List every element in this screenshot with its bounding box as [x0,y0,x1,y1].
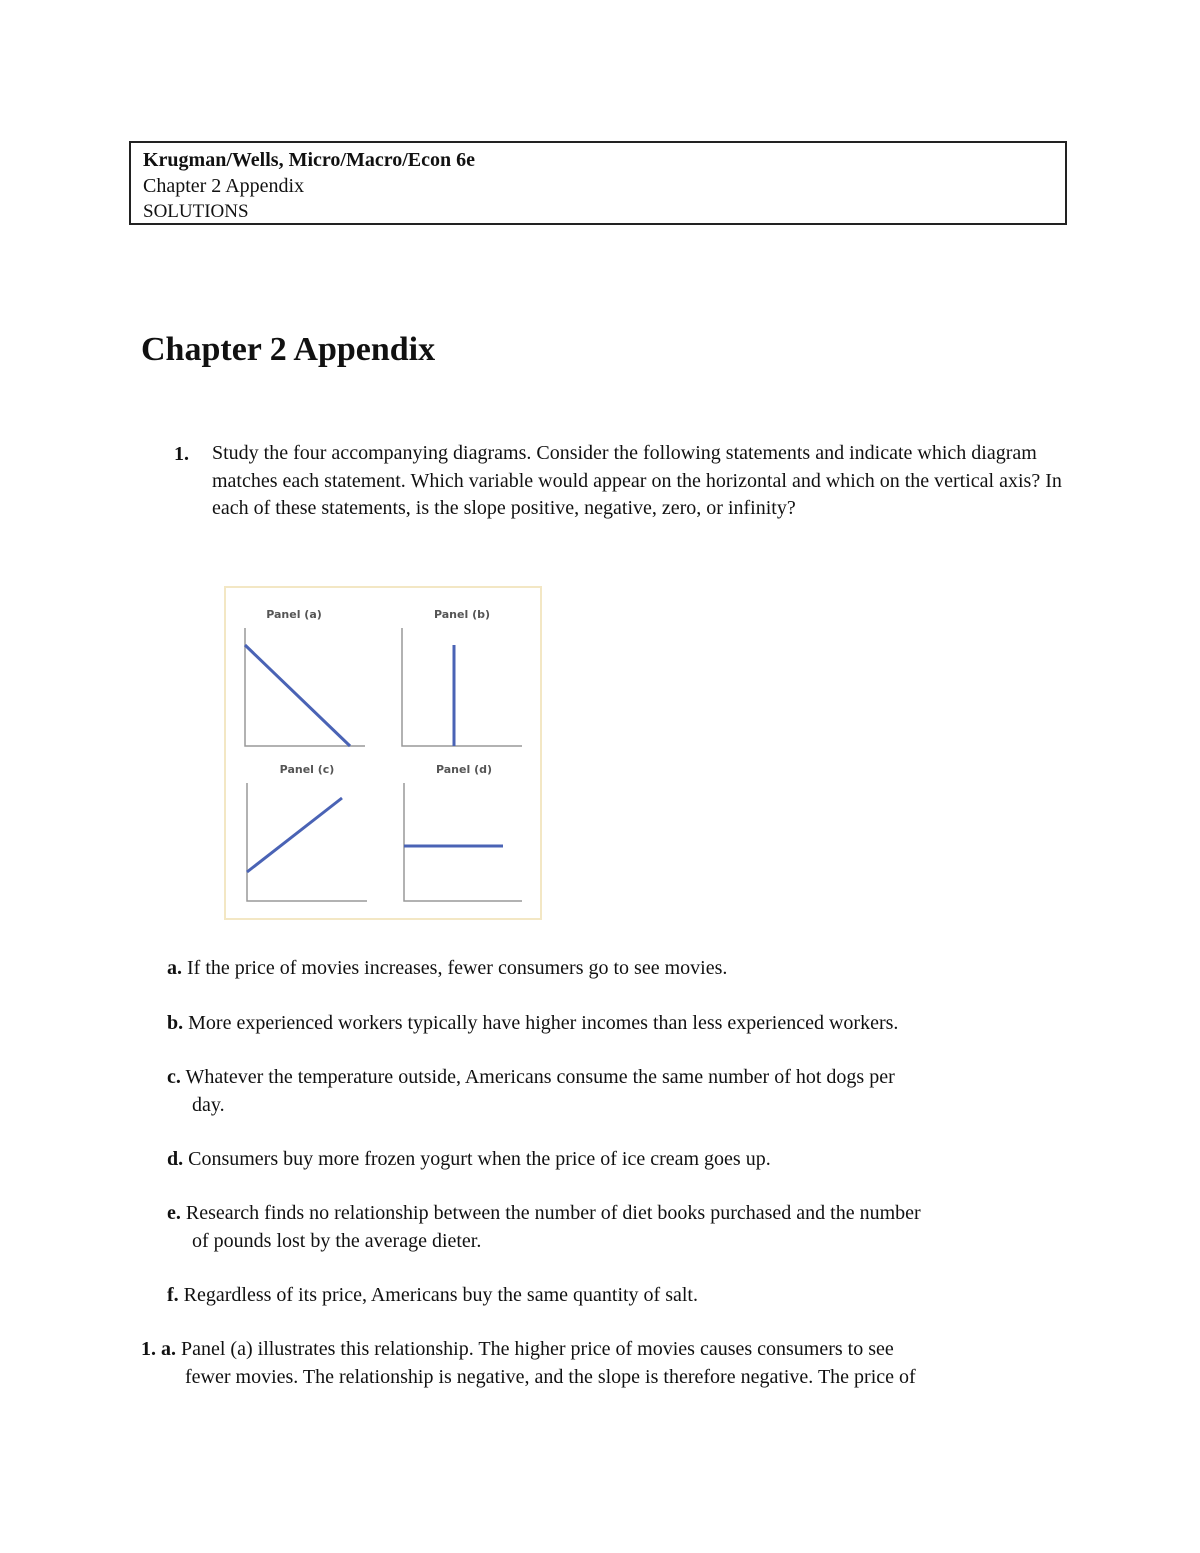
statement-text: More experienced workers typically have higher incomes than less experienced workers. [188,1012,899,1034]
statement-text: Research finds no relationship between the number of diet books purchased and the number [185,1202,921,1224]
panel-c-title: Panel (c) [279,763,335,776]
header-solutions: SOLUTIONS [143,201,249,222]
statement-c [167,1063,1067,1119]
answer-text: Panel (a) illustrates this relationship. The higher price of movies causes consumers to see [181,1338,894,1360]
panel-b-title: Panel (b) [433,608,491,621]
panel-a-title: Panel (a) [266,608,322,621]
statement-label: d. [167,1148,184,1170]
statement-label: c. [167,1066,181,1088]
statement-label: b. [167,1012,184,1034]
answer-text-cont: fewer movies. The relationship is negative, and the slope is therefore negative. The price of [185,1366,916,1388]
statement-text: If the price of movies increases, fewer consumers go to see movies. [187,957,728,979]
header-course: Krugman/Wells, Micro/Macro/Econ 6e [143,149,475,171]
panel-c-line [247,798,342,872]
statement-text: Regardless of its price, Americans buy the same quantity of salt. [183,1284,698,1306]
statement-f [167,1281,1067,1309]
answer-1a [141,1335,1061,1391]
panel-d-title: Panel (d) [435,763,493,776]
answer-label: a. [161,1338,176,1360]
statement-text-cont: day. [192,1094,225,1116]
statement-b [167,1009,1067,1037]
statement-label: f. [167,1284,179,1306]
page-title: Chapter 2 Appendix [141,331,436,368]
statement-d [167,1145,1067,1173]
answer-number: 1. [141,1338,156,1360]
statement-label: a. [167,957,182,979]
question-text: Study the four accompanying diagrams. Consider the following statements and indicate which diagram matches each statement. Which variable would appear on the horizontal and which on the vertical axis? In each of these statements, is the slope positive, negative, zero, or infinity? [212,442,1062,519]
statement-text: Consumers buy more frozen yogurt when the price of ice cream goes up. [188,1148,771,1170]
header-chapter: Chapter 2 Appendix [143,175,305,197]
panel-b-axes [402,628,522,746]
statement-text: Whatever the temperature outside, Americans consume the same number of hot dogs per [185,1066,895,1088]
statement-text-cont: of pounds lost by the average dieter. [192,1230,482,1252]
statement-e [167,1199,1067,1255]
panel-a-line [245,645,350,746]
panel-c-axes [247,783,367,901]
statement-label: e. [167,1202,181,1224]
diagram-figure [224,586,542,920]
question-number: 1. [174,443,189,465]
panel-a-axes [245,628,365,746]
statement-a [167,954,1067,982]
header-box [129,141,1067,225]
panel-d-axes [404,783,522,901]
diagram-svg [226,588,540,918]
